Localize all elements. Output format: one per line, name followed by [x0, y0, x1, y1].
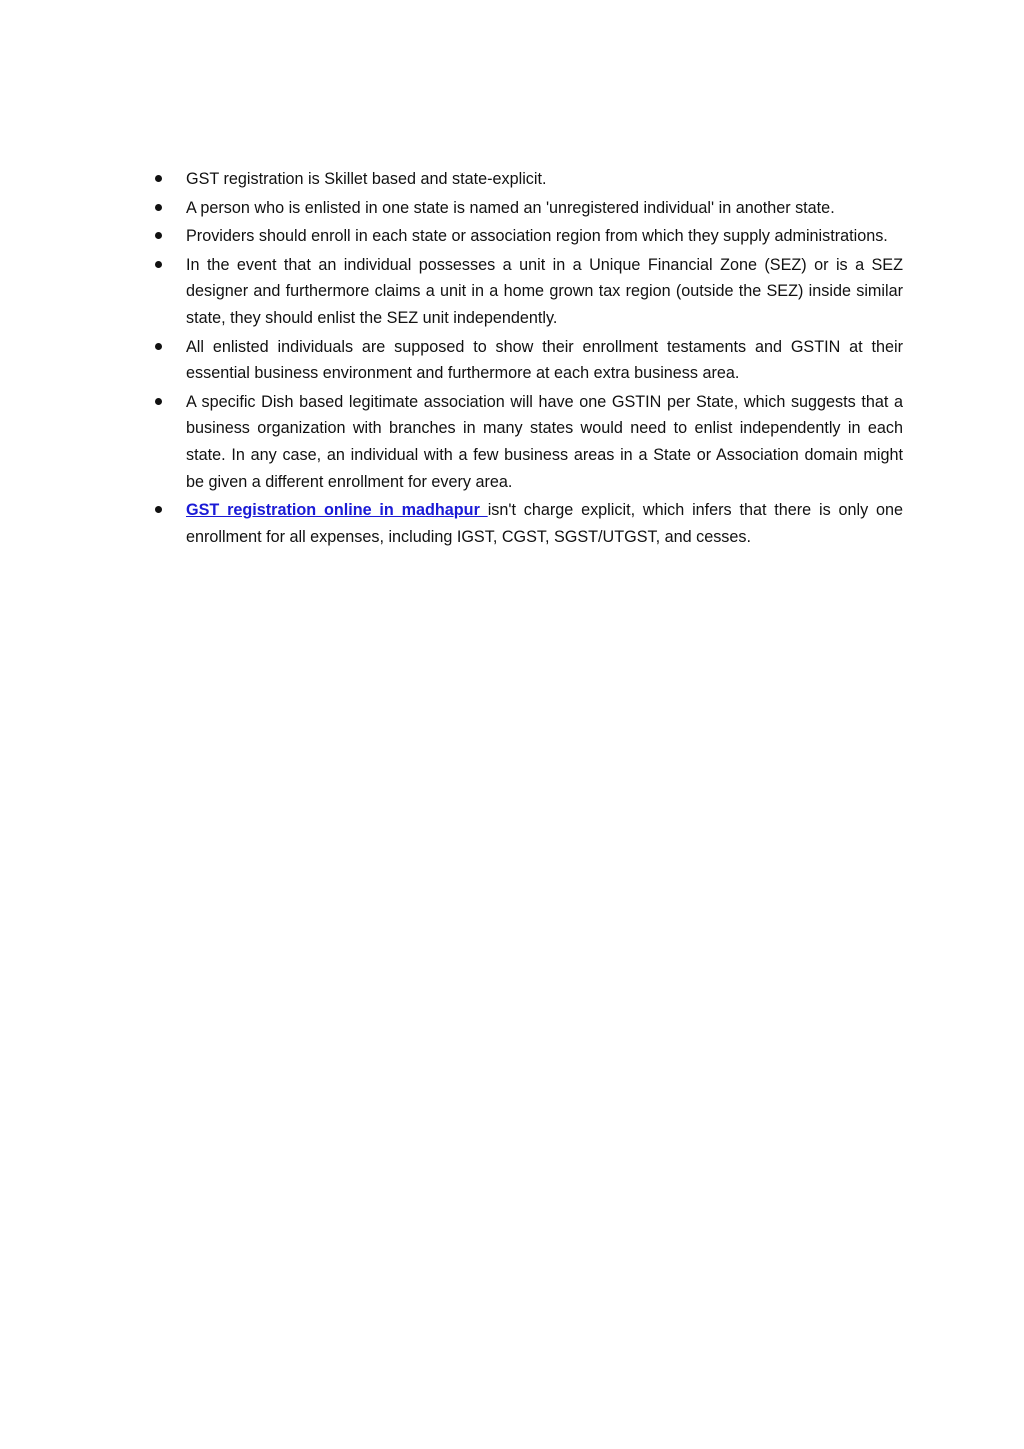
bullet-text: A specific Dish based legitimate association will have one GSTIN per State, which suggests that a business organization with branches in many states would need to enlist independently in each state. In any case, an individual with a few business areas in a State or Association domain might be given a different enrollment for every area.	[186, 392, 903, 491]
list-item	[152, 166, 903, 193]
list-item	[152, 252, 903, 332]
gst-registration-link[interactable]: GST registration online in madhapur	[186, 501, 488, 520]
bullet-point-icon	[155, 175, 162, 182]
list-item	[152, 223, 903, 250]
bullet-text: A person who is enlisted in one state is named an 'unregistered individual' in another state.	[186, 198, 835, 217]
bullet-list	[152, 166, 903, 552]
bullet-text-with-link	[186, 497, 903, 550]
bullet-point-icon	[155, 204, 162, 211]
list-item	[152, 195, 903, 222]
bullet-text: Providers should enroll in each state or association region from which they supply administrations.	[186, 227, 888, 246]
list-item	[152, 497, 903, 550]
list-item	[152, 334, 903, 387]
bullet-text: GST registration is Skillet based and state-explicit.	[186, 170, 547, 188]
bullet-point-icon	[155, 232, 162, 239]
bullet-text: All enlisted individuals are supposed to show their enrollment testaments and GSTIN at their essential business environment and furthermore at each extra business area.	[186, 337, 903, 383]
bullet-point-icon	[155, 261, 162, 268]
bullet-point-icon	[155, 398, 162, 405]
bullet-text-tail: isn't charge explicit, which infers that there is only one enrollment for all expenses, including IGST, CGST, SGST/UTGST, and cesses.	[186, 501, 903, 546]
list-item	[152, 389, 903, 495]
bullet-point-icon	[155, 343, 162, 350]
bullet-text: In the event that an individual possesses a unit in a Unique Financial Zone (SEZ) or is a SEZ designer and furthermore claims a unit in a home grown tax region (outside the SEZ) inside similar state, they should enlist the SEZ unit independently.	[186, 255, 903, 327]
bullet-point-icon	[155, 506, 162, 513]
